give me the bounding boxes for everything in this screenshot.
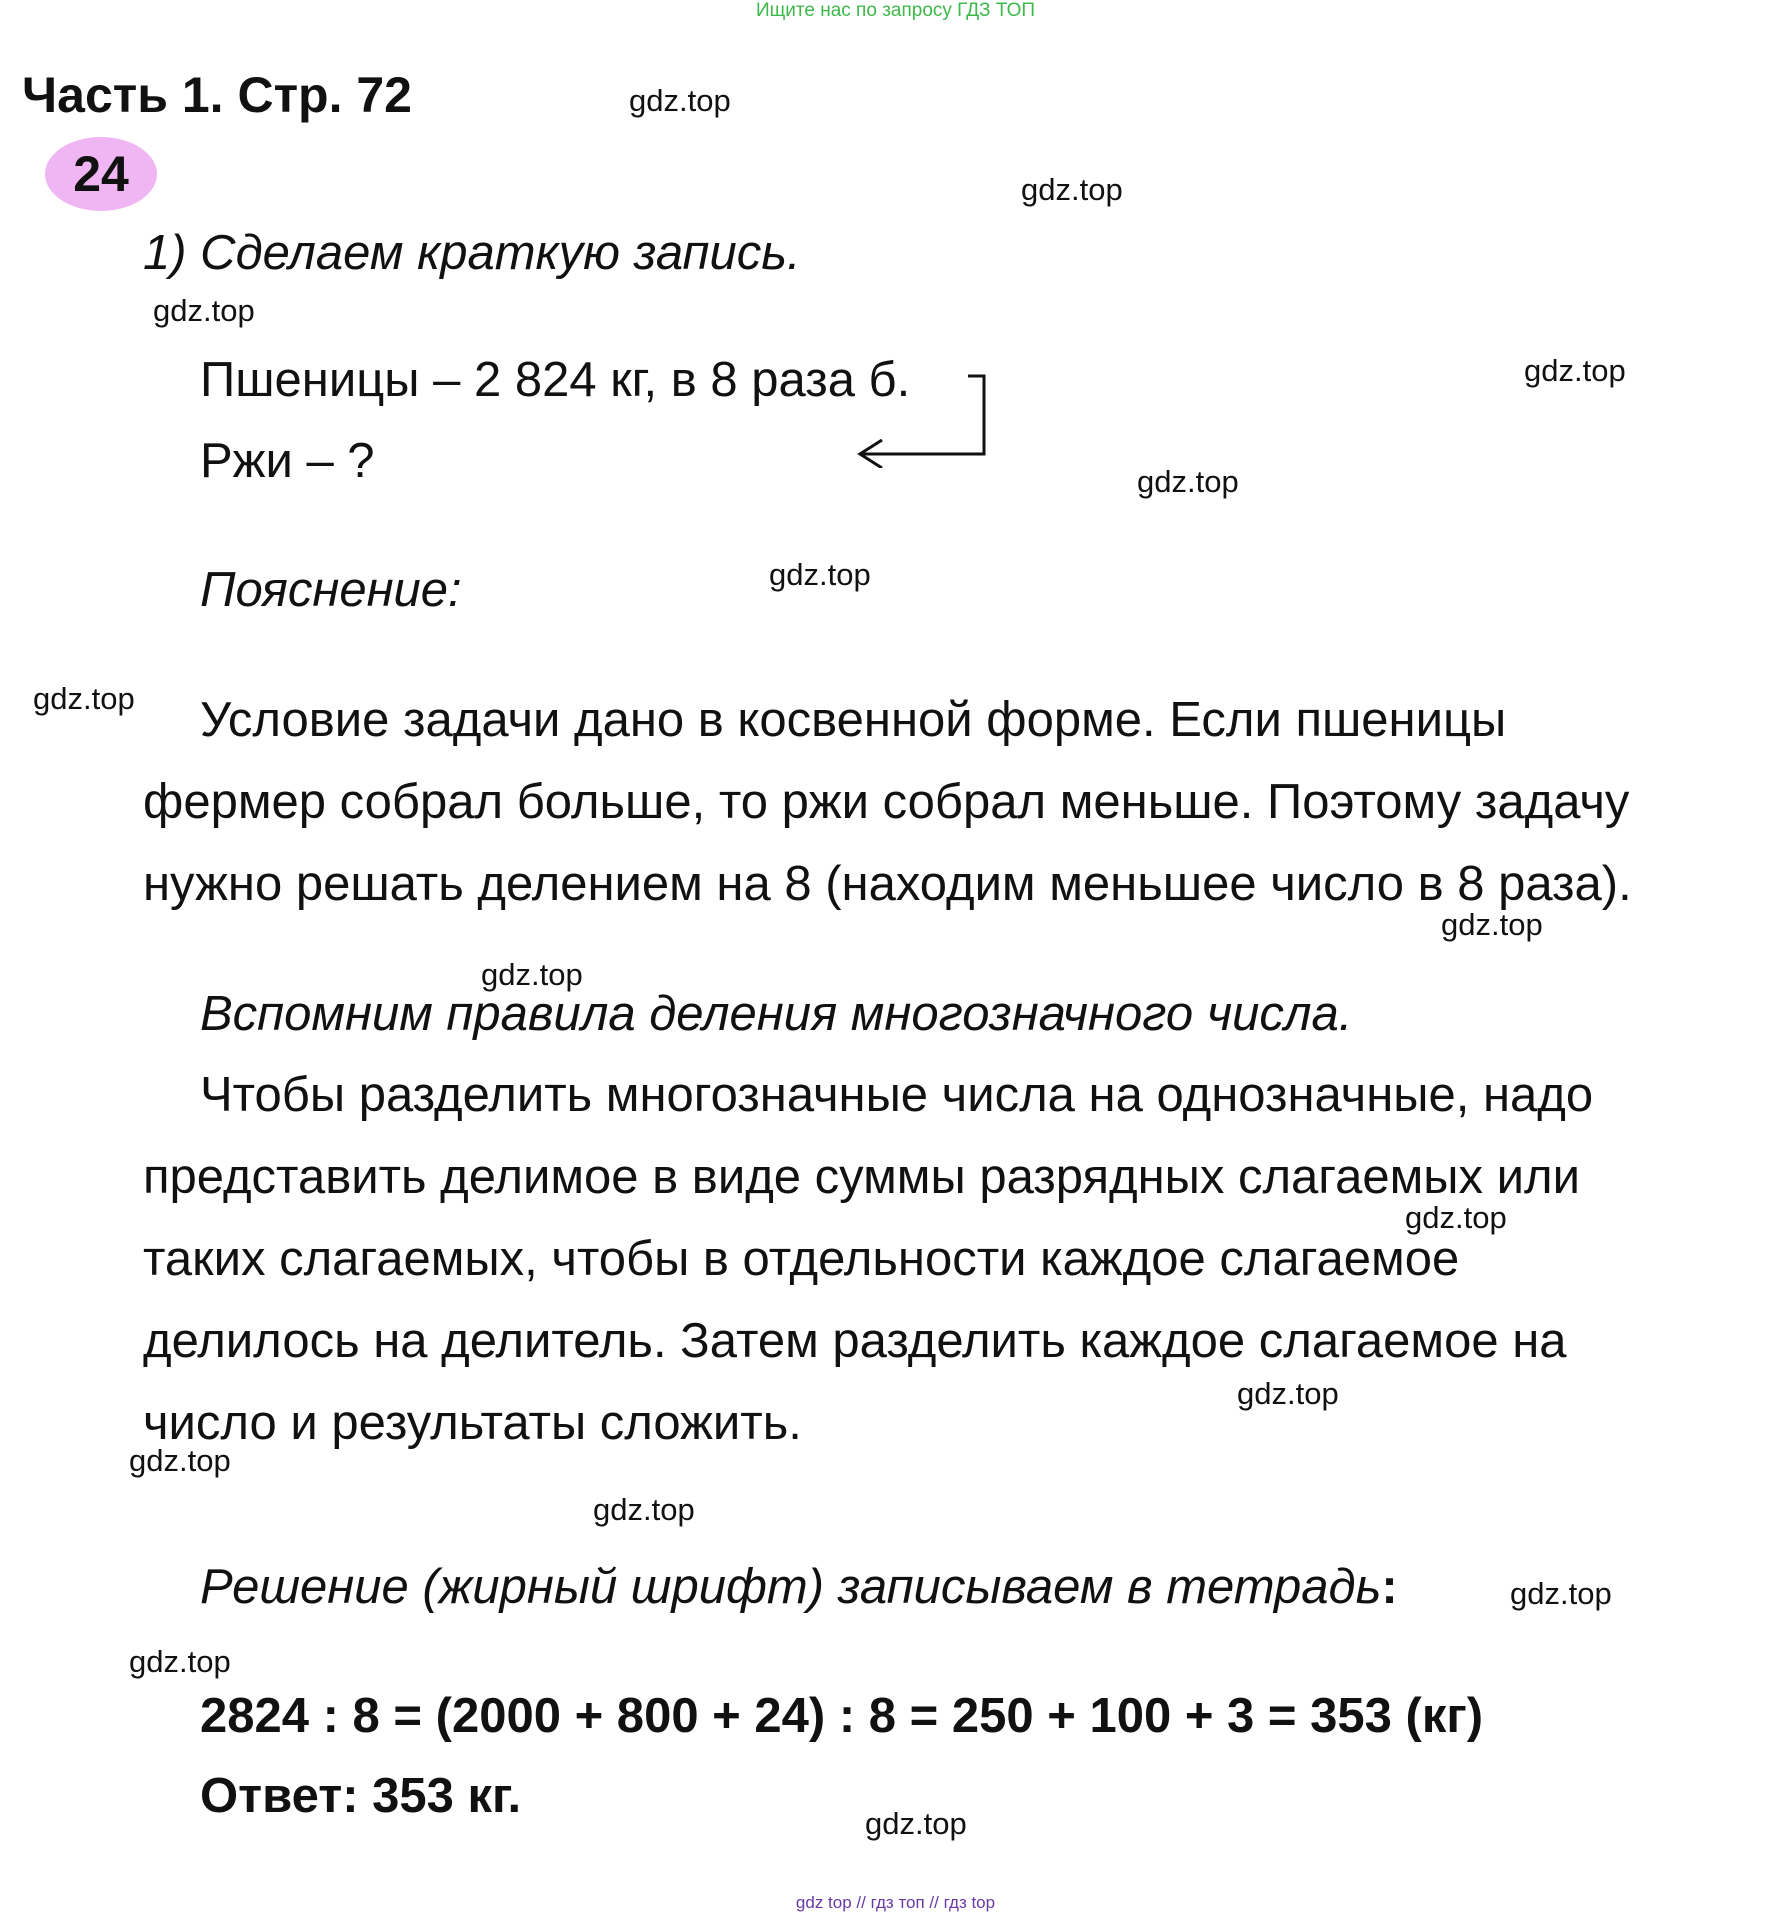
explanation-line: Условие задачи дано в косвенной форме. Если пшеницы <box>200 693 1507 747</box>
step-1-text: 1) Сделаем краткую запись. <box>143 226 801 280</box>
answer-line: Ответ: 353 кг. <box>200 1769 522 1823</box>
watermark: gdz.top <box>129 1644 231 1679</box>
watermark: gdz.top <box>1237 1376 1339 1411</box>
watermark: gdz.top <box>1441 907 1543 942</box>
rule-line: Чтобы разделить многозначные числа на однозначные, надо <box>200 1068 1594 1122</box>
comparison-arrow-icon <box>850 368 990 468</box>
rule-line: делилось на делитель. Затем разделить каждое слагаемое на <box>143 1314 1567 1368</box>
solution-expression: 2824 : 8 = (2000 + 800 + 24) : 8 = 250 + 100 + 3 = 353 (кг) <box>200 1689 1484 1743</box>
watermark: gdz.top <box>129 1443 231 1478</box>
watermark: gdz.top <box>153 293 255 328</box>
watermark: gdz.top <box>1405 1200 1507 1235</box>
rule-line: представить делимое в виде суммы разрядных слагаемых или <box>143 1150 1580 1204</box>
solution-title-text: Решение (жирный шрифт) записываем в тетрадь <box>200 1560 1382 1614</box>
task-number-badge: 24 <box>45 137 157 211</box>
solution-title-colon: : <box>1381 1560 1398 1614</box>
watermark: gdz.top <box>1510 1576 1612 1611</box>
watermark: gdz.top <box>769 557 871 592</box>
rule-title: Вспомним правила деления многозначного числа. <box>200 987 1353 1041</box>
watermark: gdz.top <box>1524 353 1626 388</box>
watermark: gdz.top <box>593 1492 695 1527</box>
note-wheat: Пшеницы – 2 824 кг, в 8 раза б. <box>200 353 911 407</box>
rule-line: таких слагаемых, чтобы в отдельности каждое слагаемое <box>143 1232 1460 1286</box>
watermark: gdz.top <box>481 957 583 992</box>
top-banner: Ищите нас по запросу ГДЗ ТОП <box>755 0 1036 21</box>
watermark: gdz.top <box>1021 172 1123 207</box>
watermark: gdz.top <box>33 681 135 716</box>
solution-title <box>200 1559 1398 1615</box>
watermark: gdz.top <box>629 83 731 118</box>
note-rye: Ржи – ? <box>200 434 375 488</box>
watermark: gdz.top <box>865 1806 967 1841</box>
footer-links: gdz top // гдз топ // гдз top <box>795 1893 996 1912</box>
explanation-line: фермер собрал больше, то ржи собрал меньше. Поэтому задачу <box>143 775 1630 829</box>
watermark: gdz.top <box>1137 464 1239 499</box>
explanation-line: нужно решать делением на 8 (находим меньшее число в 8 раза). <box>143 857 1632 911</box>
page-heading: Часть 1. Стр. 72 <box>22 67 412 123</box>
step-1-line <box>143 225 801 281</box>
explanation-title: Пояснение: <box>200 563 462 617</box>
rule-line: число и результаты сложить. <box>143 1396 802 1450</box>
